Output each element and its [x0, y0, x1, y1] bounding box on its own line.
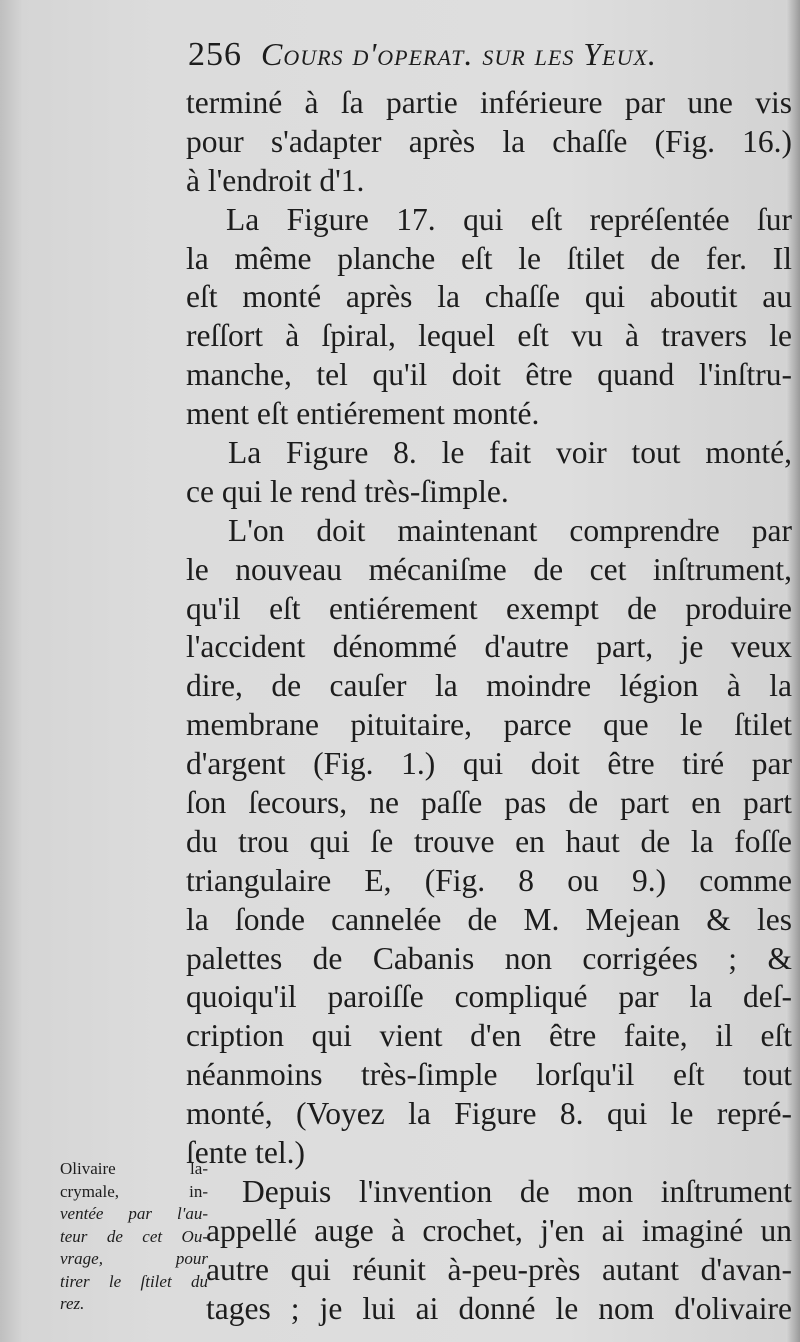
text-line: eſt monté après la chaſſe qui aboutit au: [186, 279, 792, 315]
text-line: l'accident dénommé d'autre part, je veux: [186, 629, 792, 665]
margin-note-line: Olivaire la-: [60, 1159, 208, 1178]
text-line: appellé auge à crochet, j'en ai imaginé un: [206, 1212, 792, 1248]
running-title: Cours d'operat. sur les Yeux.: [261, 36, 657, 72]
text-line: tages ; je lui ai donné le nom d'olivaire: [206, 1290, 792, 1326]
text-line: cription qui vient d'en être faite, il eſt: [186, 1018, 792, 1054]
running-header: [188, 36, 788, 82]
page-number: 256: [188, 36, 242, 73]
text-line: à l'endroit d'1.: [186, 162, 365, 198]
text-line: d'argent (Fig. 1.) qui doit être tiré par: [186, 746, 792, 782]
text-line: La Figure 8. le fait voir tout monté,: [228, 435, 792, 471]
text-line: pour s'adapter après la chaſſe (Fig. 16.): [186, 123, 792, 159]
page-gutter-shadow: [0, 0, 22, 1342]
margin-note-line: tirer le ſtilet du: [60, 1271, 208, 1291]
margin-note-line: crymale, in-: [60, 1181, 208, 1201]
text-line: le nouveau mécaniſme de cet inſtrument,: [186, 551, 792, 587]
margin-note-line: teur de cet Ou-: [60, 1226, 208, 1246]
text-line: ce qui le rend très-ſimple.: [186, 473, 509, 509]
text-line: quoiqu'il paroiſſe compliqué par la deſ-: [186, 979, 792, 1015]
text-line: la ſonde cannelée de M. Mejean & les: [186, 901, 792, 937]
text-line: palettes de Cabanis non corrigées ; &: [186, 940, 792, 976]
text-line: manche, tel qu'il doit être quand l'inſtru-: [186, 357, 792, 393]
text-line: néanmoins très-ſimple lorſqu'il eſt tout: [186, 1057, 792, 1093]
text-line: monté, (Voyez la Figure 8. qui le repré-: [186, 1096, 792, 1132]
text-line: triangulaire E, (Fig. 8 ou 9.) comme: [186, 862, 792, 898]
text-line: L'on doit maintenant comprendre par: [228, 512, 792, 548]
margin-note-line: vrage, pour: [60, 1249, 208, 1268]
text-line: ment eſt entiérement monté.: [186, 396, 540, 432]
text-line: qu'il eſt entiérement exempt de produire: [186, 590, 792, 626]
text-line: terminé à ſa partie inférieure par une vis: [186, 85, 792, 120]
text-line: la même planche eſt le ſtilet de fer. Il: [186, 240, 792, 276]
text-line: Depuis l'invention de mon inſtrument: [242, 1173, 792, 1209]
main-text: [186, 84, 792, 1329]
text-line: reſſort à ſpiral, lequel eſt vu à travers le: [186, 318, 792, 354]
margin-note-line: ventée par l'au-: [60, 1204, 208, 1223]
text-line: ſente tel.): [186, 1135, 305, 1171]
text-line: du trou qui ſe trouve en haut de la foſſe: [186, 823, 792, 859]
text-line: La Figure 17. qui eſt repréſentée ſur: [226, 201, 792, 237]
marginal-note: [60, 1158, 208, 1316]
text-line: ſon ſecours, ne paſſe pas de part en part: [186, 785, 792, 821]
text-line: autre qui réunit à-peu-près autant d'avan-: [206, 1251, 792, 1287]
margin-note-line: rez.: [60, 1294, 85, 1313]
text-line: dire, de cauſer la moindre légion à la: [186, 668, 792, 704]
text-line: membrane pituitaire, parce que le ſtilet: [186, 707, 792, 743]
